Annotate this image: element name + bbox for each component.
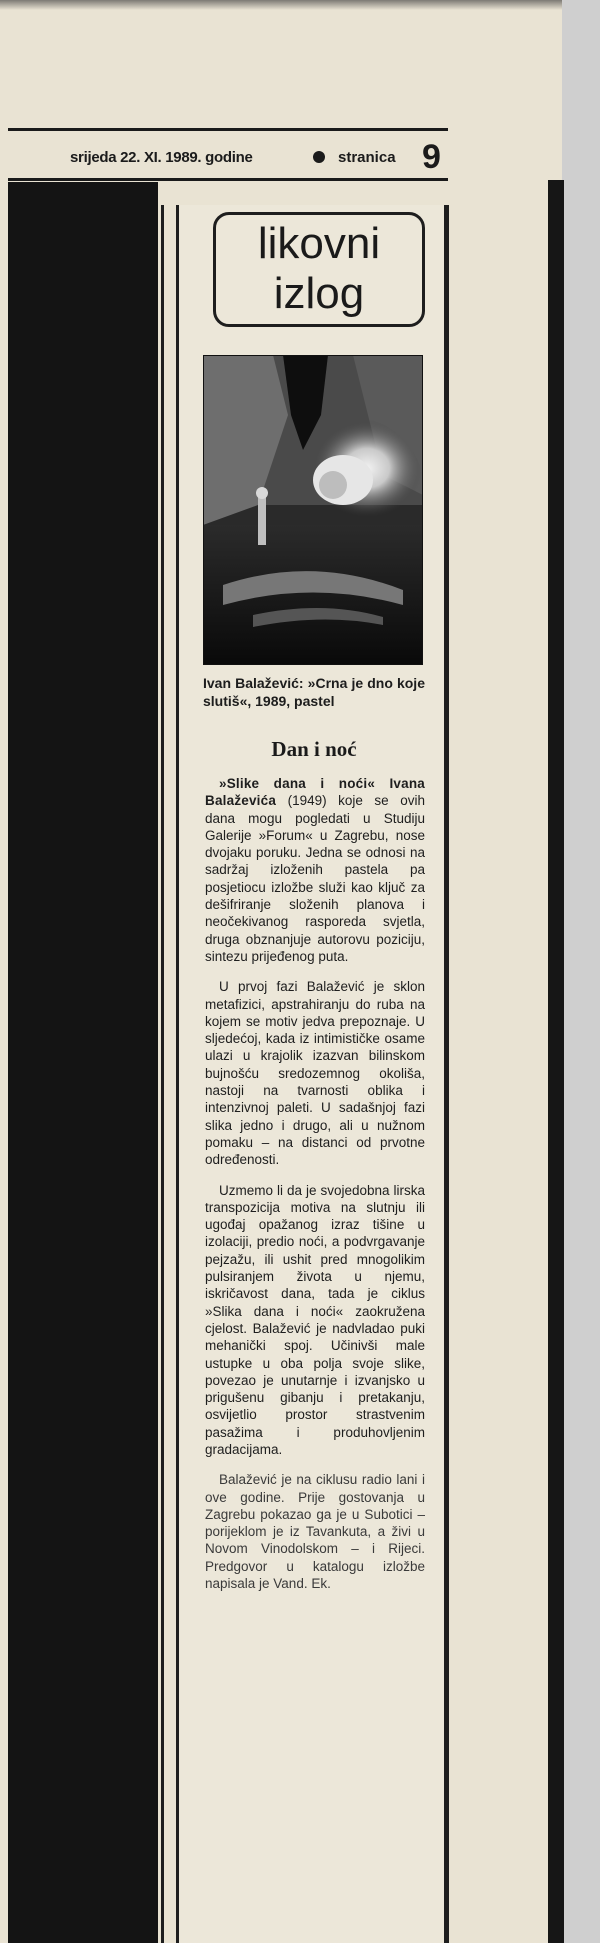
header-page-number: 9	[422, 138, 441, 176]
scan-shadow-top	[0, 0, 562, 10]
column-title-line1: likovni	[257, 219, 381, 268]
header-page-label: stranica	[338, 149, 396, 166]
page-header	[60, 140, 460, 174]
column-rule-left-outer	[161, 205, 164, 1943]
scan-fade-bottom	[179, 1790, 444, 1943]
article-paragraph-1	[205, 775, 425, 965]
article-headline: Dan i noć	[271, 737, 357, 761]
column-title-line2: izlog	[273, 269, 365, 318]
lead-bold-text: »Slike dana i noći« Ivana Balaževića	[205, 776, 425, 809]
column-title-box	[213, 212, 425, 327]
photo-caption: Ivan Balažević: »Crna je dno koje slutiš«, 1989, pastel	[203, 675, 425, 709]
article-paragraph-3: Uzmemo li da je svojedobna lirska transpozicija motiva na slutnju ili ugođaj opažanog izraz tišine u izolaciji, predio noći, a podvrgavanje pejzažu, ili ushit pred mnogolikim pulsiranjem života u njemu, iskričavost dana, tada je ciklus »Slika dana i noći« zaokružena cjelost. Balažević je nadvladao puki mehanički spoj. Učinivši male ustupke u oba polja svoje slike, povezao je unutarnje i izvanjsko u prigušenu gibanju i pretakanju, osvijetlio prostor strastvenim pasažima i produhovljenim gradacijama.	[205, 1182, 425, 1457]
dark-right-edge	[548, 180, 564, 1943]
column-rule-right	[444, 205, 449, 1943]
bullet-icon	[313, 151, 325, 163]
header-date: srijeda 22. XI. 1989. godine	[70, 149, 253, 166]
article-paragraph-4: Balažević je na ciklusu radio lani i ove godine. Prije gostovanja u Zagrebu pokazao ga je u Subotici – porijeklom je iz Tavankuta, a živi u Novom Vinodolskom – i Rijeci. Predgovor u katalogu izložbe napisala je Vand. Ek.	[205, 1472, 425, 1592]
lead-text: (1949) koje se ovih dana mogu pogledati u Studiju Galerije »Forum« u Zagrebu, nose dvojaku poruku. Jedna se odnosi na sadržaj izloženih pastela pa posjetiocu izložbe služi kao ključ za dešifriranje složenih planova i neočekivanog rasporeda svjetla, druga obznanjuje autorovu poziciju, sintezu prijeđenog puta.	[205, 793, 425, 964]
artwork-photo-icon	[203, 355, 423, 665]
dark-margin-band	[8, 182, 158, 1943]
header-rule-top	[8, 128, 448, 131]
article-paragraph-2: U prvoj fazi Balažević je sklon metafizici, apstrahiranju do ruba na kojem se motiv jedva prepoznaje. U sljedećoj, kada iz intimističke osame ulazi u krajolik izazvan bilinskom bujnošću sredozemnog okoliša, nastoji na tvarnosti oblika i intenzivnoj paleti. U sadašnjoj fazi slika jedno i drugo, ali u nužnom pomaku – na distanci od prvotne određenosti.	[205, 979, 425, 1168]
header-rule-bottom	[8, 178, 448, 181]
article-body	[205, 775, 425, 1605]
